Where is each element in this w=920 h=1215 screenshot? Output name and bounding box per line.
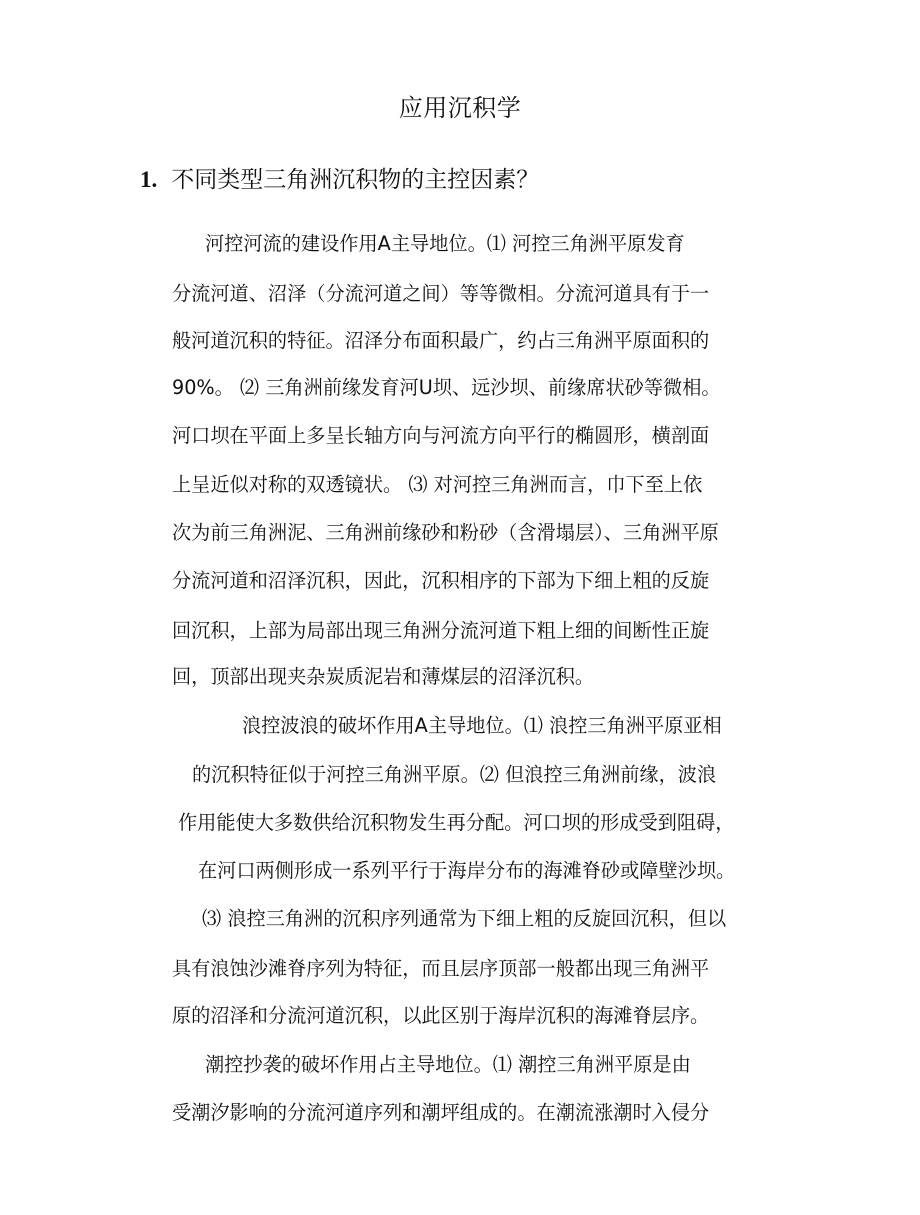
paragraph-line: 河控河流的建设作用A主导地位。⑴ 河控三角洲平原发育 [205, 232, 685, 255]
question-heading [140, 162, 539, 198]
paragraph-line: 般河道沉积的特征。沼泽分布面积最广，约占三角洲平原面积的 [172, 329, 710, 352]
paragraph-line: 90%。 ⑵ 三角洲前缘发育河U坝、远沙坝、前缘席状砂等微相。 [172, 376, 721, 399]
question-number: 1. [140, 167, 158, 192]
paragraph-line: 在河口两侧形成一系列平行于海岸分布的海滩脊砂或障壁沙坝。 [198, 859, 736, 882]
document-title: 应用沉积学 [398, 94, 522, 122]
paragraph-line: ⑶ 浪控三角洲的沉积序列通常为下细上粗的反旋回沉积，但以 [202, 907, 727, 930]
paragraph-line: 回，顶部出现夹杂炭质泥岩和薄煤层的沼泽沉积。 [172, 665, 595, 688]
paragraph-line: 分流河道和沼泽沉积，因此，沉积相序的下部为下细上粗的反旋 [172, 569, 710, 592]
paragraph-line: 河口坝在平面上多呈长轴方向与河流方向平行的椭圆形，横剖面 [172, 424, 710, 447]
paragraph-line: 作用能使大多数供给沉积物发生再分配。河口坝的形成受到阻碍， [178, 811, 735, 834]
paragraph-line: 的沉积特征似于河控三角洲平原。⑵ 但浪控三角洲前缘，波浪 [192, 763, 717, 786]
paragraph-line: 浪控波浪的破坏作用A主导地位。⑴ 浪控三角洲平原亚相 [242, 714, 722, 737]
paragraph-line: 分流河道、沼泽（分流河道之间）等等微相。分流河道具有于一 [172, 282, 710, 305]
question-text: 不同类型三角洲沉积物的主控因素？ [171, 167, 540, 193]
paragraph-line: 回沉积，上部为局部出现三角洲分流河道下粗上细的间断性正旋 [172, 619, 710, 642]
paragraph-line: 上呈近似对称的双透镜状。 ⑶ 对河控三角洲而言，巾下至上依 [172, 473, 703, 496]
paragraph-line: 受潮汐影响的分流河道序列和潮坪组成的。在潮流涨潮时入侵分 [172, 1101, 710, 1124]
paragraph-line: 具有浪蚀沙滩脊序列为特征，而且层序顶部一般都出现三角洲平 [172, 957, 710, 980]
paragraph-line: 原的沼泽和分流河道沉积，以此区别于海岸沉积的海滩脊层序。 [172, 1004, 710, 1027]
paragraph-line: 次为前三角洲泥、三角洲前缘砂和粉砂（含滑塌层）、三角洲平原 [172, 521, 719, 544]
paragraph-line: 潮控抄袭的破坏作用占主导地位。⑴ 潮控三角洲平原是由 [205, 1053, 691, 1076]
